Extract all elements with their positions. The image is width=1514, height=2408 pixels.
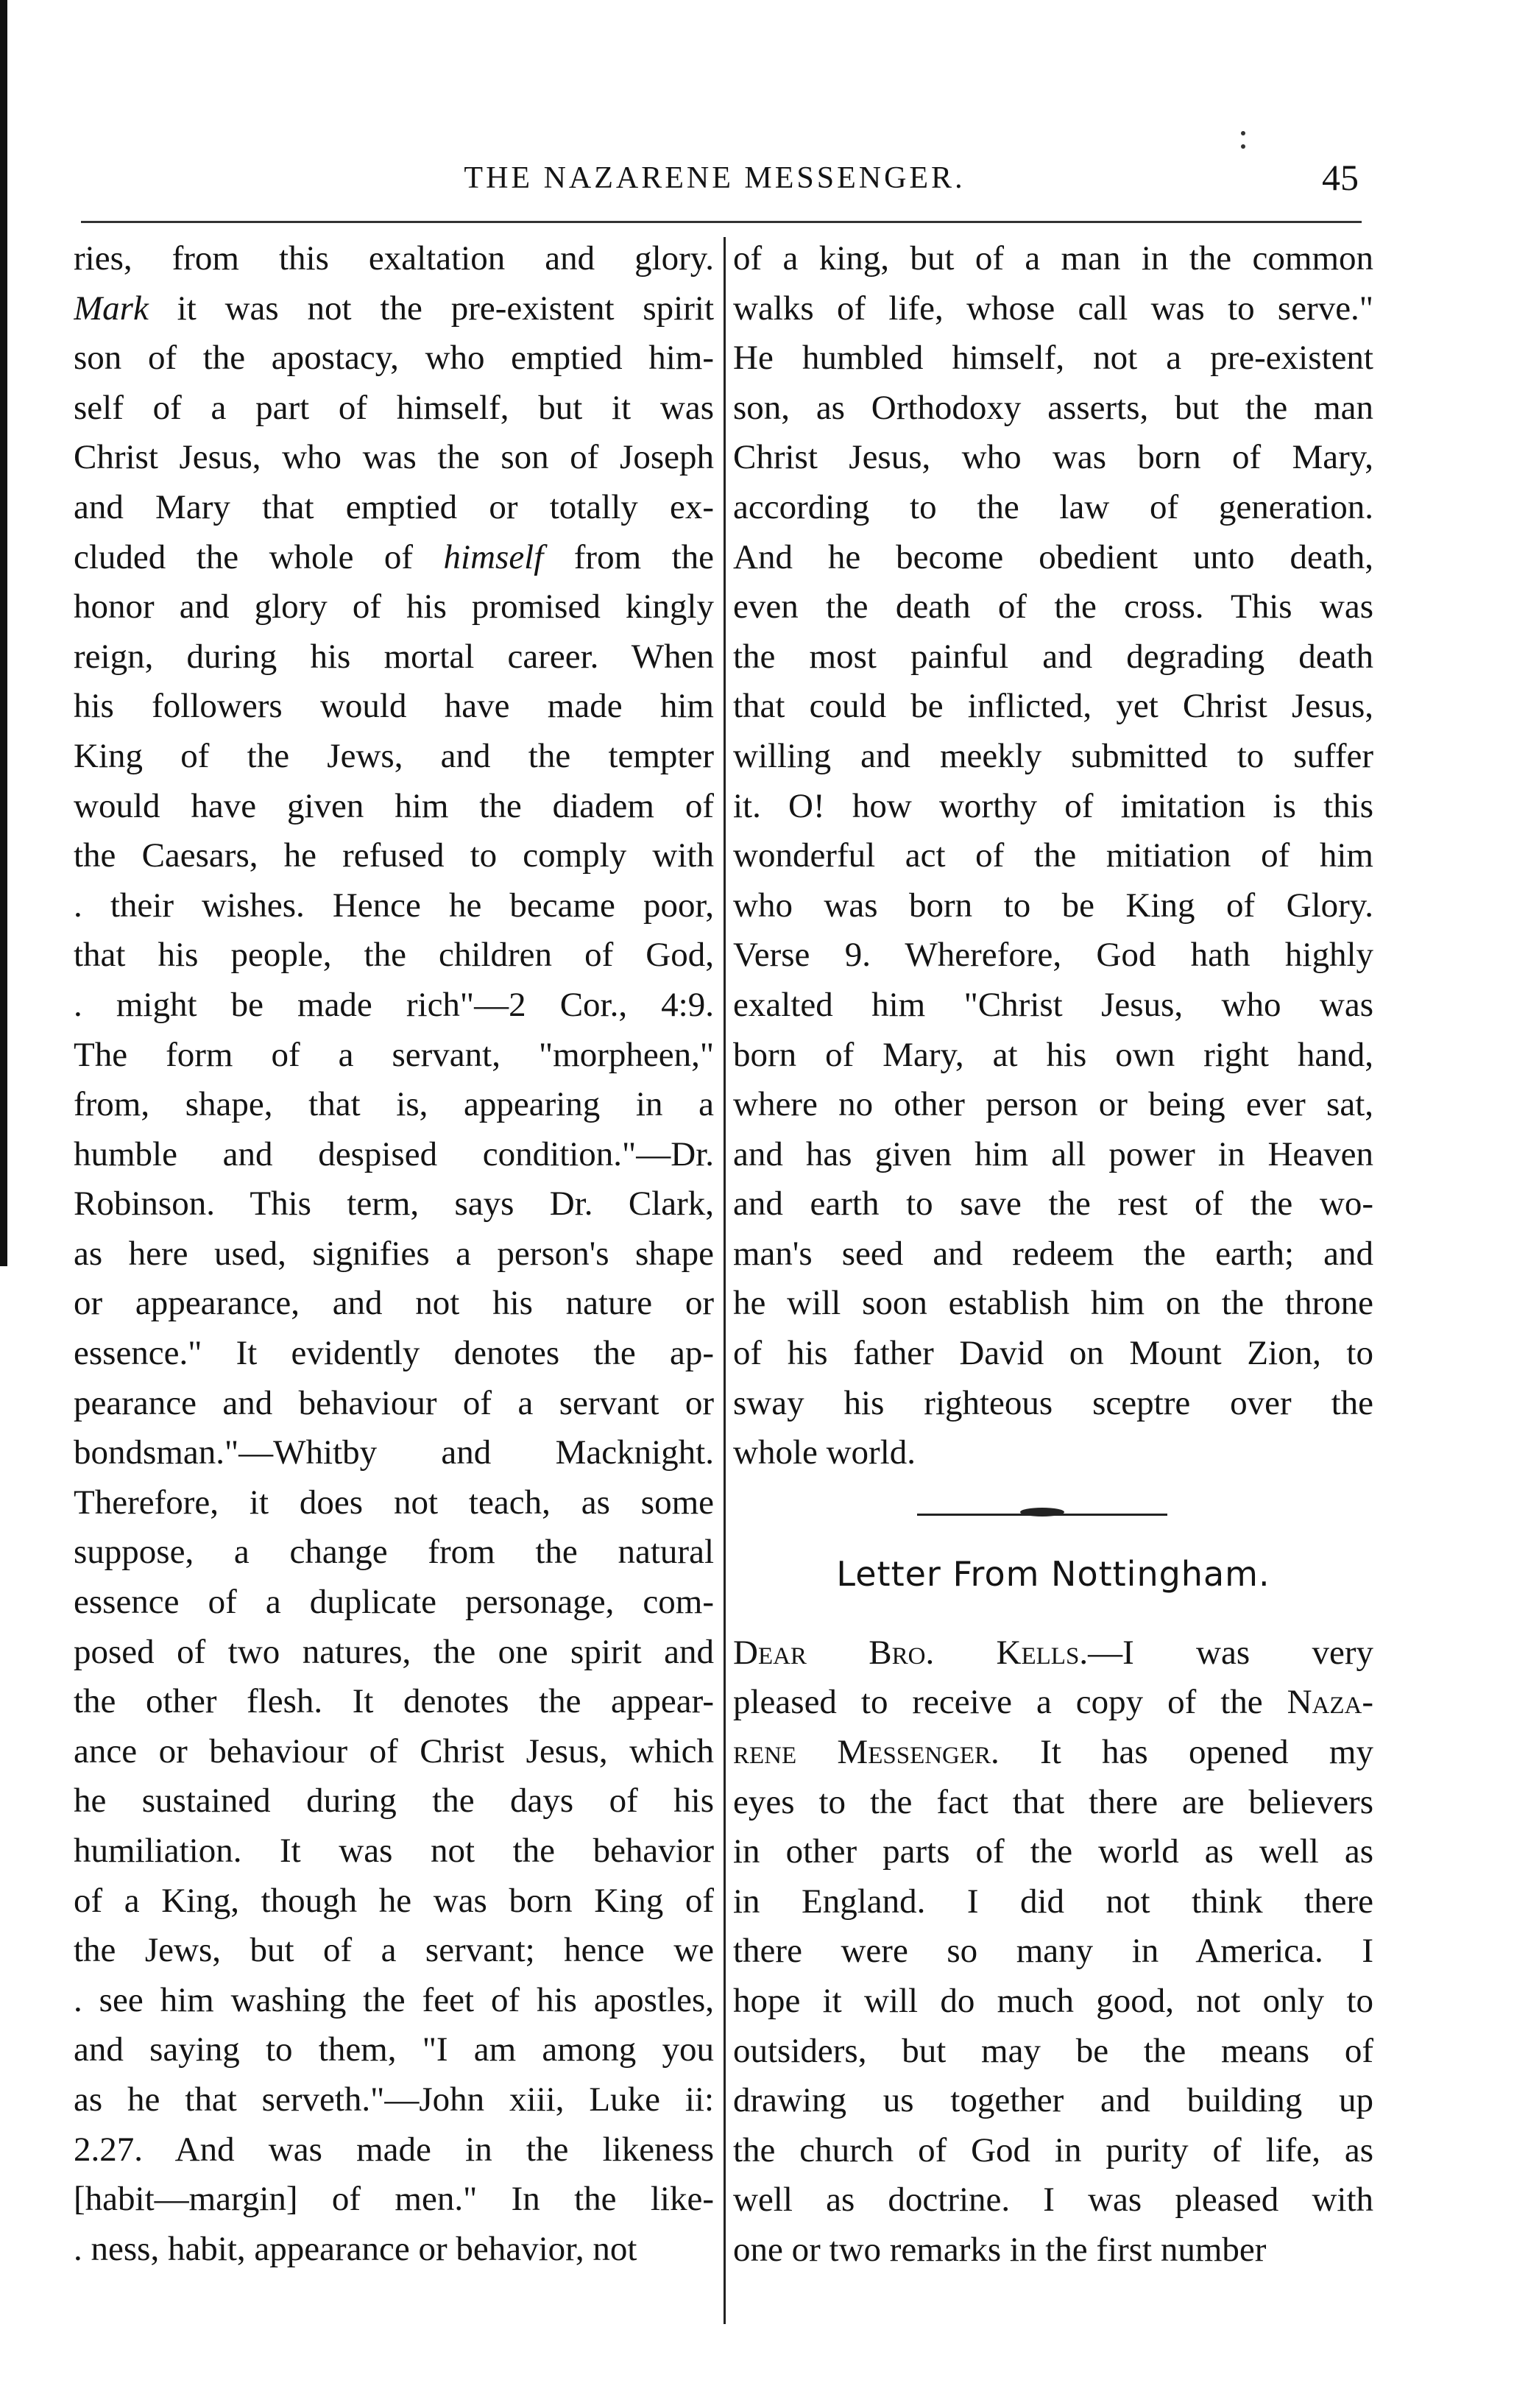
text-line: reign, during his mortal career. When <box>74 637 714 676</box>
text-line: drawing us together and building up <box>733 2081 1373 2120</box>
text-line: pearance and behaviour of a servant or <box>74 1383 714 1422</box>
text-line: Christ Jesus, who was born of Mary, <box>733 438 1373 477</box>
text-line: the church of God in purity of life, as <box>733 2130 1373 2169</box>
text-line: outsiders, but may be the means of <box>733 2031 1373 2070</box>
text-line: eyes to the fact that there are believers <box>733 1782 1373 1821</box>
text-line: . ness, habit, appearance or behavior, not <box>74 2229 637 2268</box>
text-line: the most painful and degrading death <box>733 637 1373 676</box>
text-line: Verse 9. Wherefore, God hath highly <box>733 936 1373 975</box>
page-number: 45 <box>1322 157 1359 198</box>
text-line: that his people, the children of God, <box>74 936 714 975</box>
text-line: sway his righteous sceptre over the <box>733 1383 1373 1422</box>
text-line: of a King, though he was born King of <box>74 1881 714 1920</box>
text-line: ries, from this exaltation and glory. <box>74 239 714 278</box>
text-line: man's seed and redeem the earth; and <box>733 1234 1373 1273</box>
text-line: . might be made rich"—2 Cor., 4:9. <box>74 985 714 1024</box>
text-line: the Caesars, he refused to comply with <box>74 836 714 875</box>
text-line: or appearance, and not his nature or <box>74 1284 714 1323</box>
text-line: King of the Jews, and the tempter <box>74 736 714 775</box>
text-line: exalted him "Christ Jesus, who was <box>733 985 1373 1024</box>
text-line: according to the law of generation. <box>733 487 1373 526</box>
text-line: even the death of the cross. This was <box>733 587 1373 626</box>
speck <box>1241 144 1245 149</box>
text-line: 2.27. And was made in the likeness <box>74 2130 714 2169</box>
text-line: that could be inflicted, yet Christ Jesus, <box>733 687 1373 726</box>
text-line: whole world. <box>733 1433 916 1472</box>
speck <box>1241 131 1245 135</box>
text-line: son, as Orthodoxy asserts, but the man <box>733 388 1373 427</box>
text-line: rene Messenger. It has opened my <box>733 1733 1373 1772</box>
section-heading: Letter From Nottingham. <box>836 1553 1270 1594</box>
text-line: Mark it was not the pre-existent spirit <box>74 289 714 328</box>
right-column-article-end <box>733 234 1373 1478</box>
text-line: and earth to save the rest of the wo- <box>733 1184 1373 1224</box>
text-line: the Jews, but of a servant; hence we <box>74 1931 714 1970</box>
left-column <box>74 234 714 2274</box>
running-title: THE NAZARENE MESSENGER. <box>464 161 966 195</box>
ornament-swash <box>1020 1508 1064 1517</box>
text-line: as he that serveth."—John xiii, Luke ii: <box>74 2080 714 2119</box>
text-line: his followers would have made him <box>74 687 714 726</box>
text-line: where no other person or being ever sat, <box>733 1085 1373 1124</box>
text-line: Robinson. This term, says Dr. Clark, <box>74 1184 714 1224</box>
text-line: and has given him all power in Heaven <box>733 1134 1373 1173</box>
text-line: son of the apostacy, who emptied him- <box>74 339 714 378</box>
text-line: He humbled himself, not a pre-existent <box>733 339 1373 378</box>
text-line: hope it will do much good, not only to <box>733 1982 1373 2020</box>
text-line: he sustained during the days of his <box>74 1782 714 1821</box>
text-line: Christ Jesus, who was the son of Joseph <box>74 438 714 477</box>
text-line: born of Mary, at his own right hand, <box>733 1035 1373 1074</box>
text-line: Therefore, it does not teach, as some <box>74 1483 714 1522</box>
text-line: it. O! how worthy of imitation is this <box>733 786 1373 825</box>
text-line: honor and glory of his promised kingly <box>74 587 714 626</box>
scan-margin-bar <box>0 0 7 1266</box>
text-line: . see him washing the feet of his apostles, <box>74 1980 714 2019</box>
text-line: wonderful act of the mitiation of him <box>733 836 1373 875</box>
page-header <box>71 157 1359 212</box>
right-column <box>733 234 1373 2275</box>
text-line: cluded the whole of himself from the <box>74 537 714 576</box>
text-line: essence." It evidently denotes the ap- <box>74 1334 714 1373</box>
text-line: ance or behaviour of Christ Jesus, which <box>74 1731 714 1770</box>
text-line: the other flesh. It denotes the appear- <box>74 1682 714 1721</box>
right-column-letter <box>733 1628 1373 2275</box>
text-line: who was born to be King of Glory. <box>733 886 1373 925</box>
text-line: in England. I did not think there <box>733 1882 1373 1921</box>
text-line: and saying to them, "I am among you <box>74 2030 714 2069</box>
text-line: he will soon establish him on the throne <box>733 1284 1373 1323</box>
text-line: self of a part of himself, but it was <box>74 388 714 427</box>
text-line: posed of two natures, the one spirit and <box>74 1632 714 1671</box>
text-line: pleased to receive a copy of the Naza- <box>733 1683 1373 1722</box>
text-line: there were so many in America. I <box>733 1932 1373 1971</box>
text-line: essence of a duplicate personage, com- <box>74 1583 714 1622</box>
text-line: well as doctrine. I was pleased with <box>733 2181 1373 2220</box>
text-line: and Mary that emptied or totally ex- <box>74 487 714 526</box>
text-line: humble and despised condition."—Dr. <box>74 1134 714 1173</box>
text-line: . their wishes. Hence he became poor, <box>74 886 714 925</box>
text-line: one or two remarks in the first number <box>733 2230 1267 2269</box>
text-line: The form of a servant, "morpheen," <box>74 1035 714 1074</box>
text-line: would have given him the diadem of <box>74 786 714 825</box>
column-divider <box>724 237 726 2324</box>
text-line: in other parts of the world as well as <box>733 1832 1373 1871</box>
header-rule <box>81 221 1362 223</box>
text-line: of a king, but of a man in the common <box>733 239 1373 278</box>
text-line: willing and meekly submitted to suffer <box>733 736 1373 775</box>
text-line: bondsman."—Whitby and Macknight. <box>74 1433 714 1472</box>
section-ornament <box>733 1478 1373 1544</box>
text-line: [habit—margin] of men." In the like- <box>74 2180 714 2219</box>
text-line: of his father David on Mount Zion, to <box>733 1334 1373 1373</box>
text-line: walks of life, whose call was to serve." <box>733 289 1373 328</box>
text-line: as here used, signifies a person's shape <box>74 1234 714 1273</box>
text-line: Dear Bro. Kells.—I was very <box>733 1633 1373 1672</box>
text-line: suppose, a change from the natural <box>74 1533 714 1572</box>
text-line: And he become obedient unto death, <box>733 537 1373 576</box>
text-line: humiliation. It was not the behavior <box>74 1832 714 1870</box>
text-line: from, shape, that is, appearing in a <box>74 1085 714 1124</box>
text-columns <box>74 234 1376 2340</box>
